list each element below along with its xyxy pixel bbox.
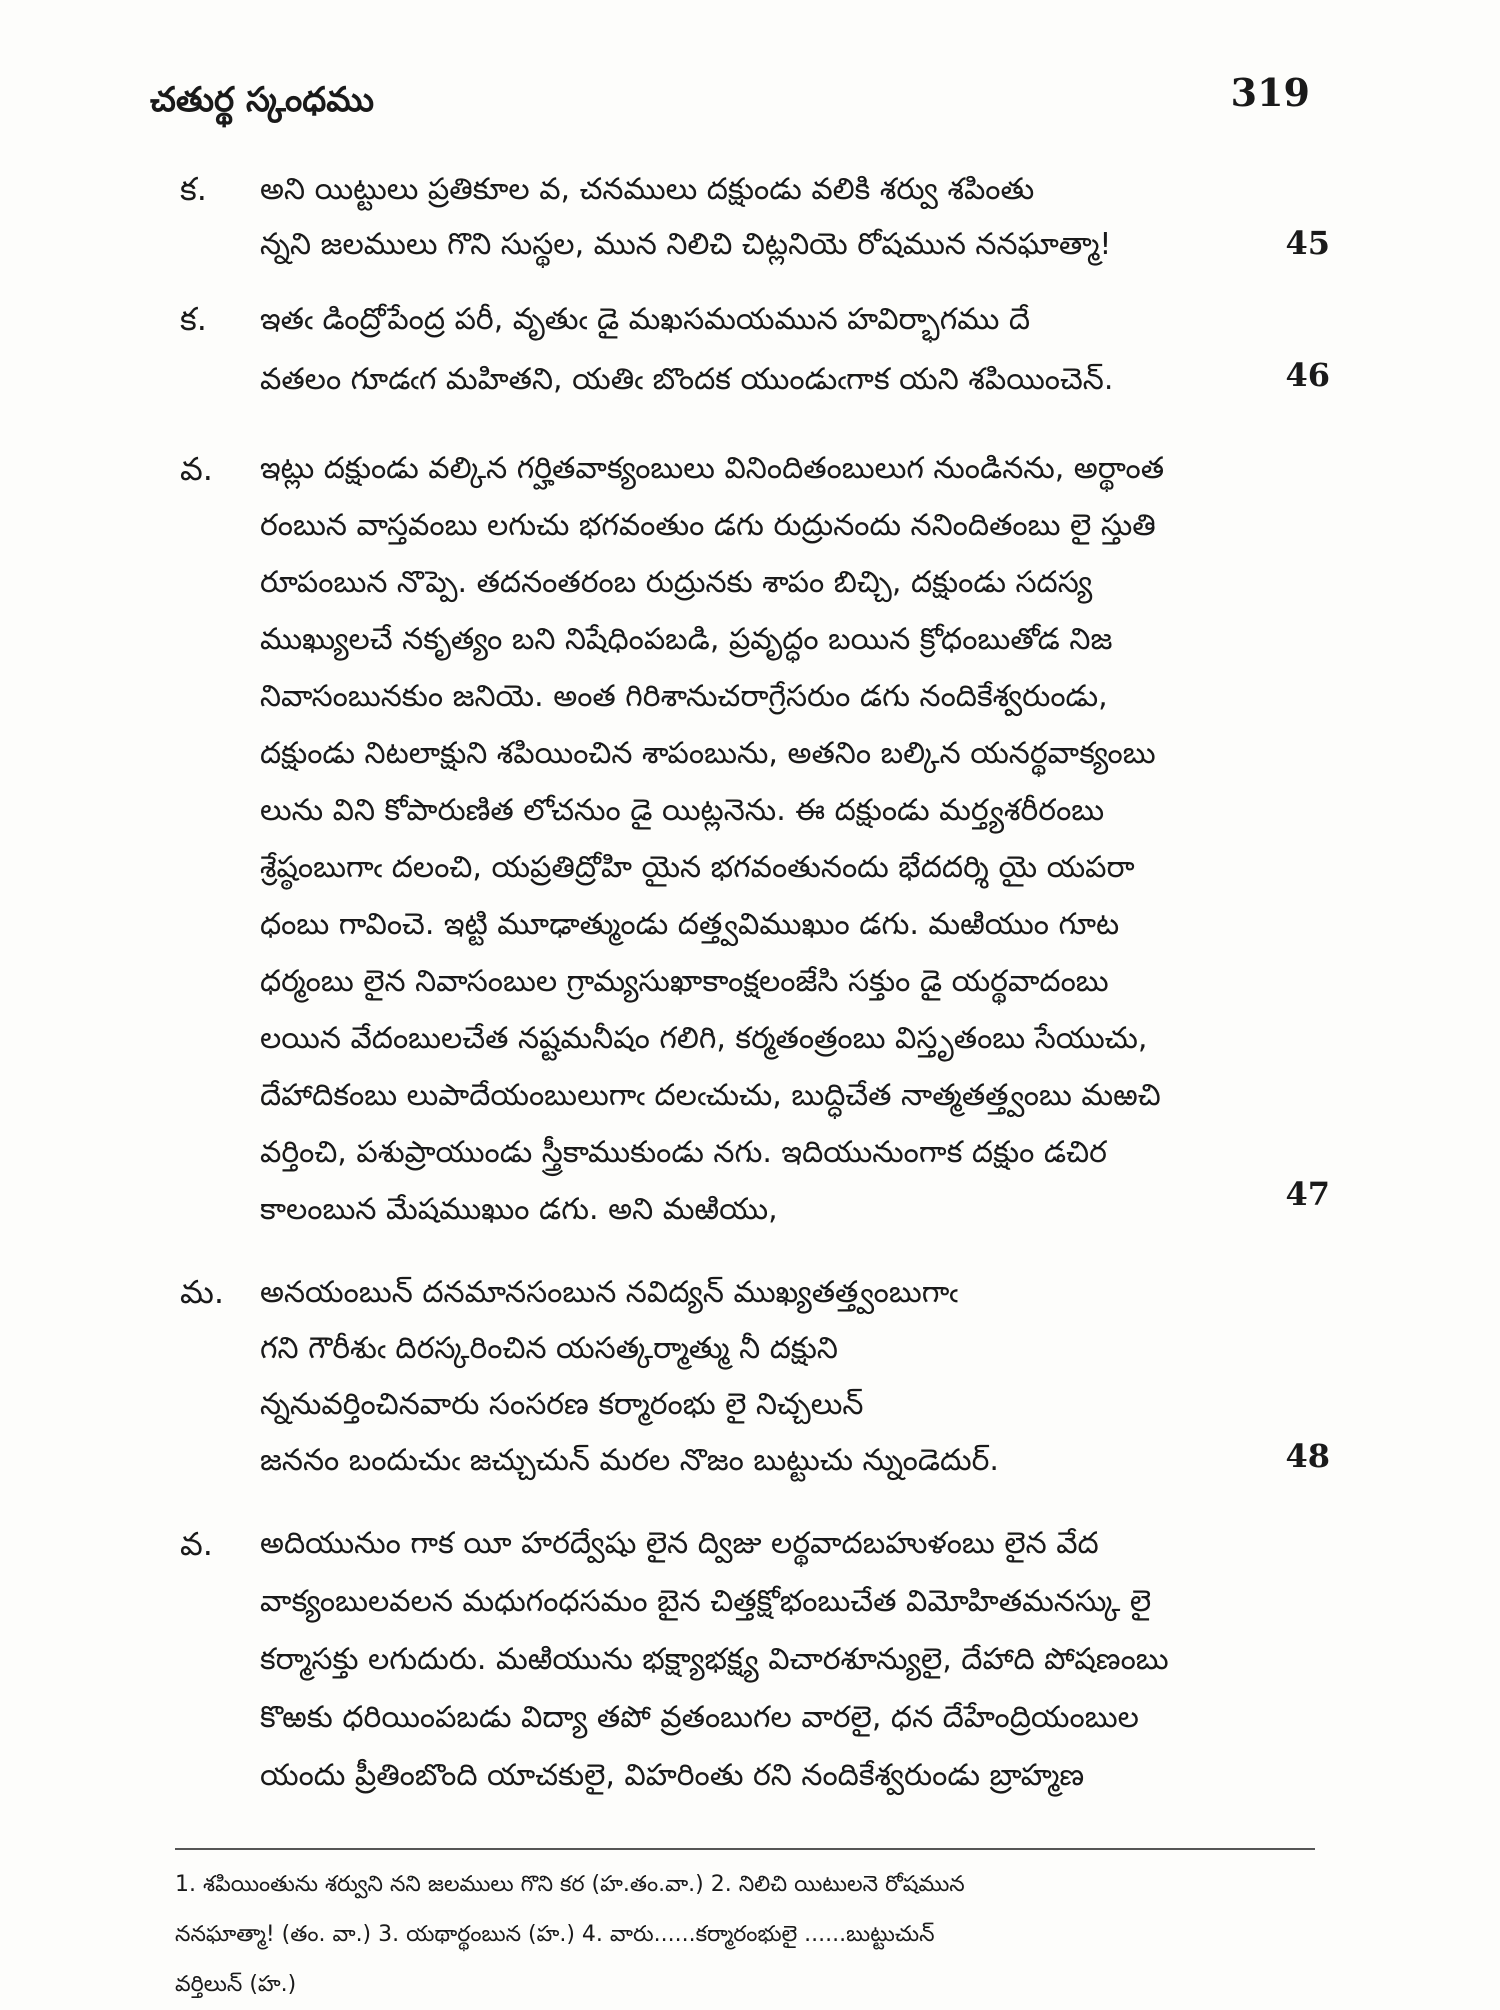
verse-block-45 <box>180 162 1330 282</box>
verse-marker: వ. <box>180 1525 213 1563</box>
verse-block-46 <box>180 290 1330 410</box>
verse-line: అని యిట్టులు ప్రతికూల వ, చనములు దక్షుండు వలికి శర్వు శపింతు <box>260 172 1035 207</box>
prose-line: ఇట్లు దక్షుండు వల్కిన గర్హితవాక్యంబులు వినిందితంబులుగ నుండినను, అర్థాంత <box>260 451 1165 486</box>
prose-line: ధంబు గావించె. ఇట్టి మూఢాత్ముండు దత్త్వవిముఖుం డగు. మఱియుం గూట <box>260 907 1120 942</box>
verse-number: 48 <box>1285 1437 1330 1475</box>
prose-line: రంబున వాస్తవంబు లగుచు భగవంతుం డగు రుద్రునందు ననిందితంబు లై స్తుతి <box>260 508 1156 543</box>
verse-marker: క. <box>180 170 207 208</box>
verse-line: జననం బందుచుఁ జచ్చుచున్ మరల నొజం బుట్టుచు న్నుండెదుర్. <box>260 1443 999 1478</box>
verse-line: అనయంబున్ దనమానసంబున నవిద్యన్ ముఖ్యతత్త్వంబుగాఁ <box>260 1275 958 1310</box>
running-title: చతుర్థ స్కంధము <box>150 80 374 120</box>
prose-line: యందు ప్రీతింబొంది యాచకులై, విహరింతు రని నందికేశ్వరుండు బ్రాహ్మణ <box>260 1758 1085 1793</box>
verse-line: వతలం గూడఁగ మహితని, యతిఁ బొందక యుండుఁగాక యని శపియించెన్. <box>260 362 1114 397</box>
prose-lines <box>260 440 1330 1238</box>
prose-block-47 <box>180 440 1330 1290</box>
verse-number: 46 <box>1285 356 1330 394</box>
verse-lines <box>260 290 1330 410</box>
prose-line: ధర్మంబు లైన నివాసంబుల గ్రామ్యసుఖాకాంక్షలంజేసి సక్తుం డై యర్థవాదంబు <box>260 964 1109 999</box>
prose-line: వాక్యంబులవలన మధుగంధసమం బైన చిత్తక్షోభంబుచేత విమోహితమనస్కు లై <box>260 1584 1152 1619</box>
verse-line: గని గౌరీశుఁ దిరస్కరించిన యసత్కర్మాత్ము నీ దక్షుని <box>260 1331 838 1366</box>
prose-line: ముఖ్యులచే నకృత్యం బని నిషేధింపబడి, ప్రవృద్ధం బయిన క్రోధంబుతోడ నిజ <box>260 622 1113 657</box>
prose-line: లయిన వేదంబులచేత నష్టమనీషం గలిగి, కర్మతంత్రంబు విస్తృతంబు సేయుచు, <box>260 1021 1148 1056</box>
footnote-line: ననఘాత్మా! (తం. వా.) 3. యథార్థంబున (హ.) 4. వారు......కర్మారంభులై ......బుట్టుచున్ <box>175 1922 935 1947</box>
footnotes <box>175 1860 1325 2010</box>
verse-lines <box>260 162 1330 272</box>
prose-line: కాలంబున మేషముఖుం డగు. అని మఱియు, <box>260 1192 778 1227</box>
verse-line: న్ననువర్తించినవారు సంసరణ కర్మారంభు లై నిచ్చలున్ <box>260 1387 864 1422</box>
prose-line: నివాసంబునకుం జనియె. అంత గిరిశానుచరాగ్రేసరుం డగు నందికేశ్వరుండు, <box>260 679 1108 714</box>
prose-line: రూపంబున నొప్పె. తదనంతరంబ రుద్రునకు శాపం బిచ్చి, దక్షుండు సదస్య <box>260 565 1093 600</box>
verse-number: 45 <box>1285 224 1330 262</box>
prose-line: కర్మాసక్తు లగుదురు. మఱియును భక్ష్యాభక్ష్య విచారశూన్యులై, దేహాది పోషణంబు <box>260 1642 1169 1677</box>
verse-marker: క. <box>180 300 207 338</box>
prose-line: లును విని కోపారుణిత లోచనుం డై యిట్లనెను. ఈ దక్షుండు మర్త్యశరీరంబు <box>260 793 1105 828</box>
prose-line: కొఱకు ధరియింపబడు విద్యా తపో వ్రతంబుగల వారలై, ధన దేహేంద్రియంబుల <box>260 1700 1139 1735</box>
prose-line: అదియునుం గాక యీ హరద్వేషు లైన ద్విజు లర్థవాదబహుళంబు లైన వేద <box>260 1526 1099 1561</box>
prose-line: దేహాదికంబు లుపాదేయంబులుగాఁ దలఁచుచు, బుద్ధిచేత నాత్మతత్త్వంబు మఱచి <box>260 1078 1161 1113</box>
footnote-line: వర్తిలున్ (హ.) <box>175 1972 297 1997</box>
verse-line: న్నని జలములు గొని సుస్థల, మున నిలిచి చిట్లనియె రోషమున ననఘాత్మా! <box>260 227 1112 262</box>
prose-block-49 <box>180 1515 1330 1815</box>
prose-line: శ్రేష్ఠంబుగాఁ దలంచి, యప్రతిద్రోహి యైన భగవంతునందు భేదదర్శి యై యపరా <box>260 850 1135 885</box>
verse-block-48 <box>180 1265 1330 1495</box>
verse-line: ఇతఁ డింద్రోపేంద్ర పరీ, వృతుఁ డై మఖసమయమున హవిర్భాగము దే <box>260 302 1031 337</box>
verse-marker: వ. <box>180 450 213 488</box>
prose-line: వర్తించి, పశుప్రాయుండు స్త్రీకాముకుండు నగు. ఇదియునుంగాక దక్షుం డచిర <box>260 1135 1107 1170</box>
verse-marker: మ. <box>180 1273 225 1311</box>
prose-line: దక్షుండు నిటలాక్షుని శపియించిన శాపంబును, అతనిం బల్కిన యనర్థవాక్యంబు <box>260 736 1156 771</box>
prose-lines <box>260 1515 1330 1805</box>
verse-lines <box>260 1265 1330 1489</box>
verse-number: 47 <box>1285 1175 1330 1213</box>
page-number: 319 <box>1230 70 1310 115</box>
footnote-line: 1. శపియింతును శర్వుని నని జలములు గొని కర (హ.తం.వా.) 2. నిలిచి యిటులనె రోషమున <box>175 1872 965 1897</box>
page-header <box>150 70 1310 130</box>
footnote-divider <box>175 1848 1315 1850</box>
